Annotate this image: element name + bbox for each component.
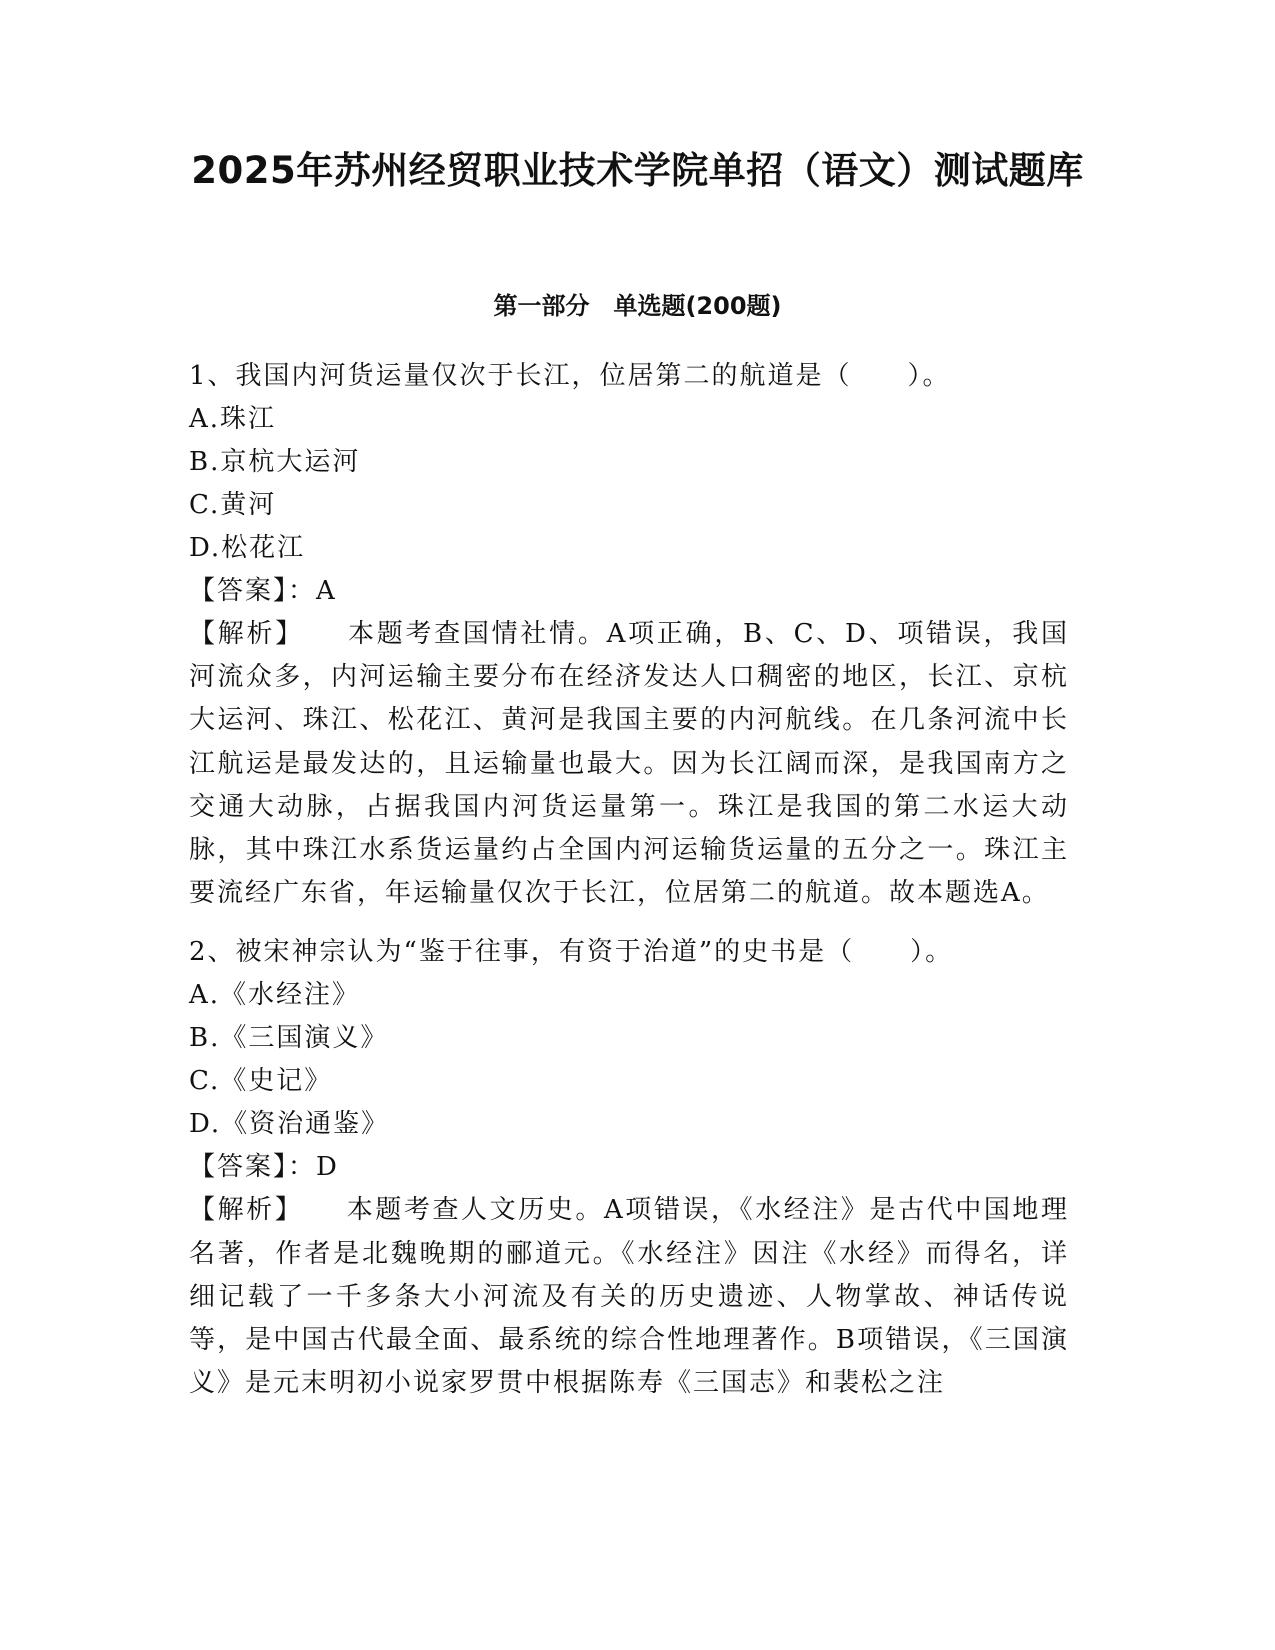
- question-list: [189, 355, 1069, 1405]
- question-2: [189, 931, 1069, 1405]
- analysis-label: 【解析】: [189, 1195, 304, 1226]
- option-c: C.黄河: [189, 490, 277, 520]
- section-title: 第一部分 单选题(200题): [493, 292, 782, 320]
- option-b: B.京杭大运河: [189, 447, 361, 477]
- analysis-text: 本题考查人文历史。A项错误，《水经注》是古代中国地理名著，作者是北魏晚期的郦道元。《水经注》因注《水经》而得名，详细记载了一千多条大小河流及有关的历史遗迹、人物掌故、神话传说等，是中国古代最全面、最系统的综合性地理著作。B项错误，《三国演义》是元末明初小说家罗贯中根据陈寿《三国志》和裴松之注: [189, 1195, 1069, 1399]
- analysis-label: 【解析】: [189, 619, 304, 649]
- option-d: D.《资治通鉴》: [189, 1109, 390, 1140]
- option-b: B.《三国演义》: [189, 1023, 389, 1054]
- option-a: A.《水经注》: [189, 980, 361, 1011]
- answer: 【答案】：D: [189, 1152, 339, 1183]
- option-c: C.《史记》: [189, 1066, 333, 1097]
- analysis: [189, 613, 1069, 915]
- option-d: D.松花江: [189, 533, 306, 563]
- question-stem: 1、我国内河货运量仅次于长江，位居第二的航道是（ ）。: [189, 361, 951, 391]
- answer: 【答案】：A: [189, 576, 337, 606]
- question-1: [189, 355, 1069, 915]
- option-a: A.珠江: [189, 404, 277, 434]
- analysis-text: 本题考查国情社情。A项正确，B、C、D、项错误，我国河流众多，内河运输主要分布在经济发达人口稠密的地区，长江、京杭大运河、珠江、松花江、黄河是我国主要的内河航线。在几条河流中长江航运是最发达的，且运输量也最大。因为长江阔而深，是我国南方之交通大动脉，占据我国内河货运量第一。珠江是我国的第二水运大动脉，其中珠江水系货运量约占全国内河运输货运量的五分之一。珠江主要流经广东省，年运输量仅次于长江，位居第二的航道。故本题选A。: [189, 619, 1069, 909]
- analysis: [189, 1189, 1069, 1405]
- document-title: 2025年苏州经贸职业技术学院单招（语文）测试题库: [191, 149, 1084, 192]
- question-stem: 2、被宋神宗认为“鉴于往事，有资于治道”的史书是（ ）。: [189, 937, 954, 968]
